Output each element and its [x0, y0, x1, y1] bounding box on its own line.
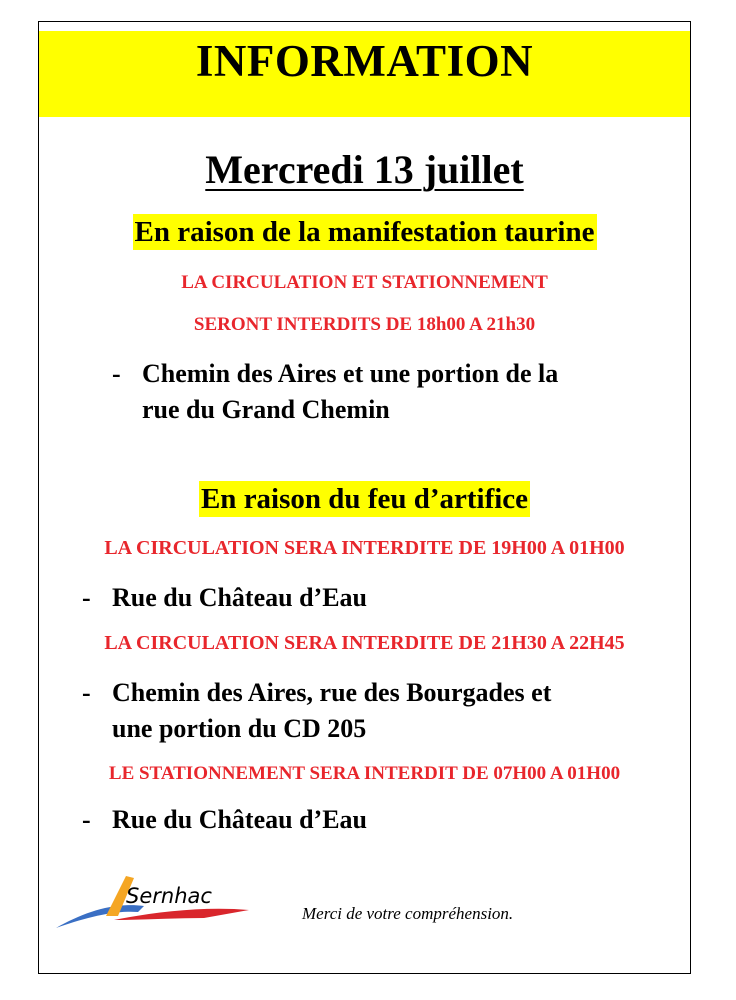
- thanks-note: Merci de votre compréhension.: [302, 904, 514, 923]
- section1-notice-line2: SERONT INTERDITS DE 18h00 A 21h30: [193, 314, 536, 335]
- section2-bullet3-text: Rue du Château d’Eau: [112, 805, 368, 834]
- section2-bullet1: [82, 580, 672, 620]
- section1-notice-line1: LA CIRCULATION ET STATIONNEMENT: [181, 272, 548, 293]
- section2-bullet3: [82, 802, 672, 842]
- bullet-dash: -: [112, 359, 121, 388]
- section1-heading-wrap: [39, 216, 690, 249]
- section1-bullet: [112, 356, 672, 436]
- logo-text: Sernhac: [126, 884, 212, 908]
- section2-bullet2-line2: une portion du CD 205: [112, 714, 367, 743]
- section2-heading-wrap: [39, 483, 690, 516]
- section2-notice1: LA CIRCULATION SERA INTERDITE DE 19H00 A 01H00: [104, 537, 625, 559]
- section2-bullet2: [82, 675, 672, 755]
- section1-bullet-line1: Chemin des Aires et une portion de la: [142, 359, 559, 388]
- event-date: Mercredi 13 juillet: [205, 147, 524, 192]
- section2-heading: En raison du feu d’artifice: [200, 483, 529, 515]
- section2-notice2: LA CIRCULATION SERA INTERDITE DE 21H30 A 22H45: [104, 632, 625, 654]
- section2-bullet2-line1: Chemin des Aires, rue des Bourgades et: [112, 678, 552, 707]
- section1-bullet-line2: rue du Grand Chemin: [142, 395, 390, 424]
- bullet-dash: -: [82, 805, 91, 834]
- bullet-dash: -: [82, 583, 91, 612]
- logo-blue-swoosh: [56, 905, 144, 928]
- section2-bullet1-text: Rue du Château d’Eau: [112, 583, 368, 612]
- section2-notice3: LE STATIONNEMENT SERA INTERDIT DE 07H00 A 01H00: [108, 763, 621, 784]
- banner-title: INFORMATION: [195, 36, 534, 86]
- information-banner: [39, 31, 690, 117]
- bullet-dash: -: [82, 678, 91, 707]
- section1-heading: En raison de la manifestation taurine: [134, 216, 595, 248]
